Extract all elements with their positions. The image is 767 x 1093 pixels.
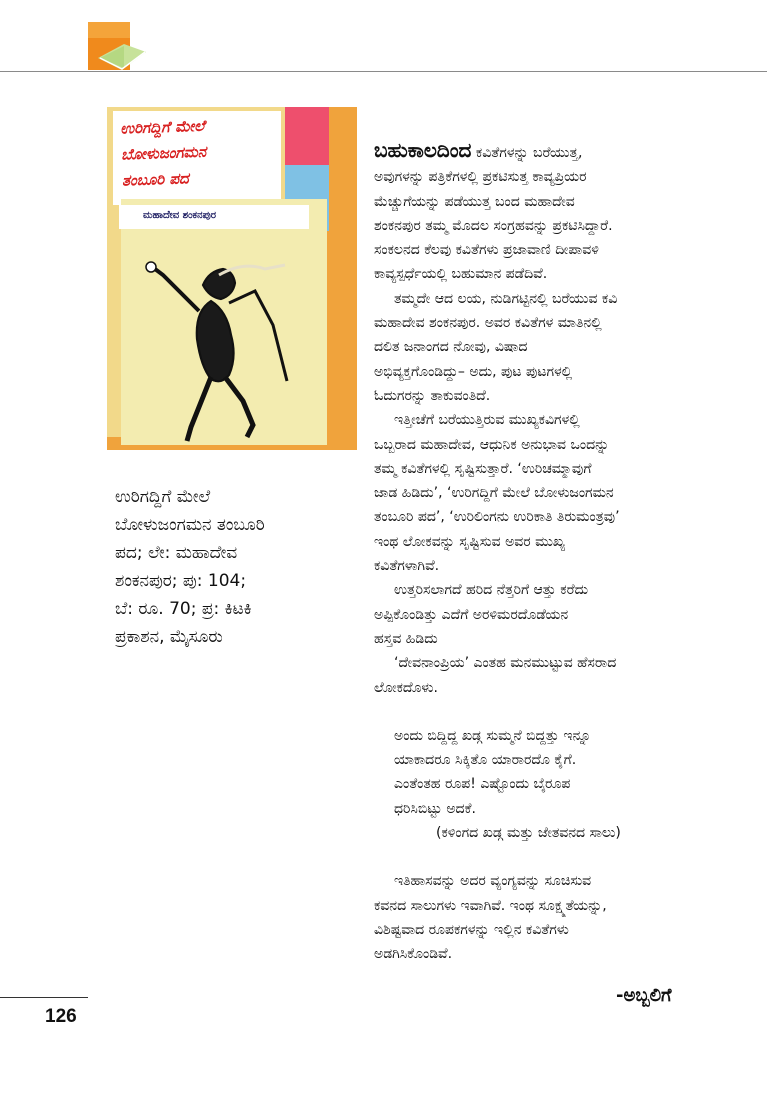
page-number: 126 xyxy=(45,1006,77,1027)
reviewer-signature: -ಅಬ್ಬಲಿಗೆ xyxy=(616,985,672,1006)
cover-author: ಮಹಾದೇವ ಶಂಕನಪುರ xyxy=(143,210,217,221)
text-line: ಒಬ್ಬರಾದ ಮಹಾದೇವ, ಆಧುನಿಕ ಅನುಭಾವ ಒಂದನ್ನು xyxy=(374,436,610,453)
quote-line: ಯಾಕಾದರೂ ಸಿಕ್ಕಿತೊ ಯಾರಾರದೊ ಕೈಗೆ. xyxy=(394,752,577,769)
text-line: ಇತಿಹಾಸವನ್ನು ಅದರ ವ್ಯಂಗ್ಯವನ್ನು ಸೂಚಿಸುವ xyxy=(394,873,592,890)
text-line: ಮಹಾದೇವ ಶಂಕನಪುರ. ಅವರ ಕವಿತೆಗಳ ಮಾತಿನಲ್ಲಿ xyxy=(374,315,602,332)
caption-line: ಬೆ: ರೂ. 70; ಪ್ರ: ಕಿಟಕಿ xyxy=(115,599,252,619)
quote-source: (ಕಳಿಂಗದ ಖಡ್ಗ ಮತ್ತು ಜೇತವನದ ಸಾಲು) xyxy=(436,825,621,842)
text-line: ಇತ್ತೀಚೆಗೆ ಬರೆಯುತ್ತಿರುವ ಮುಖ್ಯಕವಿಗಳಲ್ಲಿ xyxy=(394,412,580,429)
text-line: ಮೆಚ್ಚುಗೆಯನ್ನು ಪಡೆಯುತ್ತ ಬಂದ ಮಹಾದೇವ xyxy=(374,193,575,210)
open-book-icon xyxy=(88,22,148,74)
book-cover xyxy=(107,107,357,450)
caption-line: ಉರಿಗದ್ದಿಗೆ ಮೇಲೆ xyxy=(115,487,211,507)
text-line: ಅವುಗಳನ್ನು ಪತ್ರಿಕೆಗಳಲ್ಲಿ ಪ್ರಕಟಿಸುತ್ತ ಕಾವ್ಯಪ್ರಿಯರ xyxy=(374,169,587,186)
text-line: ತಮ್ಮ ಕವಿತೆಗಳಲ್ಲಿ ಸೃಷ್ಟಿಸುತ್ತಾರೆ. ‘ಉರಿಚಮ್ಮಾವುಗೆ xyxy=(374,460,592,477)
text-line: ಕಾವ್ಯಸ್ಪರ್ಧೆಯಲ್ಲಿ ಬಹುಮಾನ ಪಡೆದಿವೆ. xyxy=(374,266,548,283)
text-line: ವಿಶಿಷ್ಟವಾದ ರೂಪಕಗಳನ್ನು ಇಲ್ಲಿನ ಕವಿತೆಗಳು xyxy=(374,921,569,938)
text-line: ಇಂಥ ಲೋಕವನ್ನು ಸೃಷ್ಟಿಸುವ ಅವರ ಮುಖ್ಯ xyxy=(374,533,566,550)
text-line: ಅಡಗಿಸಿಕೊಂಡಿವೆ. xyxy=(374,946,453,963)
spacer xyxy=(374,845,720,869)
caption-line: ಪದ; ಲೇ: ಮಹಾದೇವ xyxy=(115,543,238,563)
text-line: ಶಂಕನಪುರ ತಮ್ಮ ಮೊದಲ ಸಂಗ್ರಹವನ್ನು ಪ್ರಕಟಿಸಿದ್ದಾರೆ. xyxy=(374,217,613,234)
cover-title-line-3: ತಂಬೂರಿ ಪದ xyxy=(121,169,190,190)
text-line: ದಲಿತ ಜನಾಂಗದ ನೋವು, ವಿಷಾದ xyxy=(374,339,528,356)
quote-line: ಉತ್ತರಿಸಲಾಗದೆ ಹರಿದ ನೆತ್ತರಿಗೆ ಆತ್ತು ಕರೆದು xyxy=(394,582,589,599)
cover-title-line-2: ಬೋಳುಜಂಗಮನ xyxy=(120,142,207,164)
text-line: ಸಂಕಲನದ ಕೆಲವು ಕವಿತೆಗಳು ಪ್ರಜಾವಾಣಿ ದೀಪಾವಳಿ xyxy=(374,242,599,259)
text-line: ಕವನದ ಸಾಲುಗಳು ಇವಾಗಿವೆ. ಇಂಥ ಸೂಕ್ಷ್ಮತೆಯನ್ನು, xyxy=(374,897,607,914)
quote-line: ‘ದೇವನಾಂಪ್ರಿಯ’ ಎಂತಹ ಮನಮುಟ್ಟುವ ಹೆಸರಾದ xyxy=(394,655,617,672)
quote-line: ಧರಿಸಿಬಿಟ್ಟು ಅದಕೆ. xyxy=(394,800,476,817)
text-line: ಅಭಿವ್ಯಕ್ತಗೊಂಡಿದ್ದು– ಅದು, ಪುಟ ಪುಟಗಳಲ್ಲಿ xyxy=(374,363,573,380)
text-line: ಜಾಡ ಹಿಡಿದು’, ‘ಉರಿಗದ್ದಿಗೆ ಮೇಲೆ ಬೋಳುಜಂಗಮನ xyxy=(374,485,614,502)
caption-line: ಬೋಳುಜಂಗಮನ ತಂಬೂರಿ xyxy=(115,515,265,535)
quote-line: ಲೋಕದೊಳು. xyxy=(374,679,438,696)
caption-line: ಶಂಕನಪುರ; ಪು: 104; xyxy=(115,571,247,591)
quote-line: ಅಂದು ಬಿದ್ದಿದ್ದ ಖಡ್ಗ ಸುಮ್ಮನೆ ಬಿದ್ದತ್ತು ಇನ್ನೂ xyxy=(394,727,592,744)
quote-line: ಹಸ್ತವ ಹಿಡಿದು xyxy=(374,630,438,647)
quote-line: ಎಂತೆಂತಹ ರೂಪ! ಎಷ್ಟೊಂದು ಬೈರೂಪ xyxy=(394,776,571,793)
caption-line: ಪ್ರಕಾಶನ, ಮೈಸೂರು xyxy=(115,627,223,647)
lead-line xyxy=(374,138,720,165)
cover-title-line-1: ಉರಿಗದ್ದಿಗೆ ಮೇಲೆ xyxy=(119,116,205,138)
lead-rest: ಕವಿತೆಗಳನ್ನು ಬರೆಯುತ್ತ, xyxy=(471,145,583,161)
footer-rule xyxy=(0,997,88,998)
review-text xyxy=(374,138,720,967)
text-line: ತಂಬೂರಿ ಪದ’, ‘ಉರಿಲಿಂಗನು ಉರಿಕಾತಿ ತಿರುಮಂತ್ರವು’ xyxy=(374,509,620,526)
spacer xyxy=(374,700,720,724)
lead-word: ಬಹುಕಾಲದಿಂದ xyxy=(374,138,472,162)
header-rule xyxy=(0,71,767,72)
text-line: ಕವಿತೆಗಳಾಗಿವೆ. xyxy=(374,558,440,575)
cover-title xyxy=(120,110,273,193)
text-line: ಓದುಗರನ್ನು ತಾಕುವಂತಿದೆ. xyxy=(374,387,491,404)
quote-line: ಅಪ್ಪಿಕೊಂಡಿತ್ತು ಎದೆಗೆ ಅರಳಿಮರದೊಡೆಯನ xyxy=(374,606,569,623)
text-line: ತಮ್ಮದೇ ಆದ ಲಯ, ನುಡಿಗಟ್ಟಿನಲ್ಲಿ ಬರೆಯುವ ಕವಿ xyxy=(394,290,618,307)
book-caption xyxy=(115,483,345,651)
